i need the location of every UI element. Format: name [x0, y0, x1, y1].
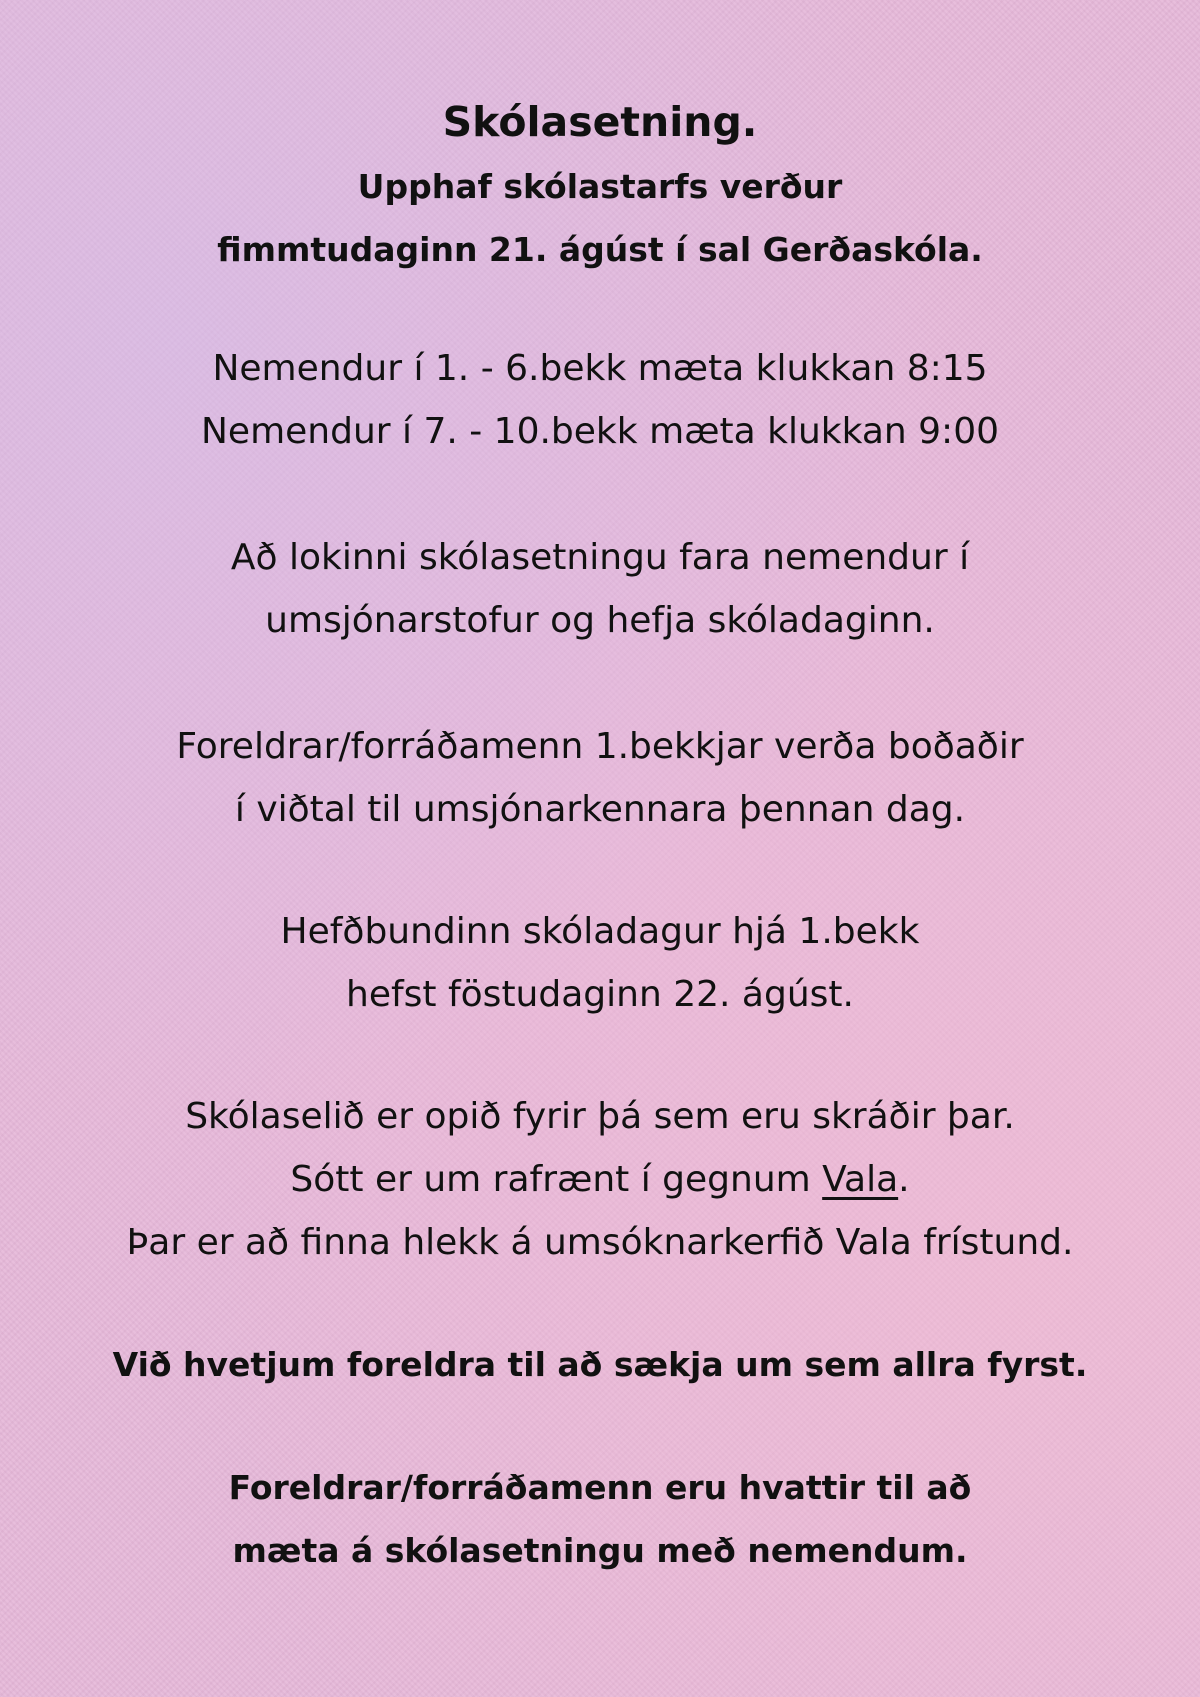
afterschool-line-2-suffix: . — [898, 1159, 910, 1200]
intro-line-1: Upphaf skólastarfs verður — [357, 167, 843, 206]
parents-line-1: Foreldrar/forráðamenn 1.bekkjar verða boðaðir — [176, 726, 1024, 767]
arrival-line-1: Nemendur í 1. - 6.bekk mæta klukkan 8:15 — [212, 348, 988, 389]
arrival-line-2: Nemendur í 7. - 10.bekk mæta klukkan 9:00 — [200, 411, 999, 452]
closing-line-2: mæta á skólasetningu með nemendum. — [232, 1531, 968, 1570]
parents-line-2: í viðtal til umsjónarkennara þennan dag. — [234, 789, 966, 830]
afterschool-line-3: Þar er að finna hlekk á umsóknarkerfið Vala frístund. — [126, 1222, 1074, 1263]
page-title: Skólasetning. — [442, 98, 758, 146]
firstday-line-1: Hefðbundinn skóladagur hjá 1.bekk — [280, 911, 920, 952]
afterschool-line-1: Skólaselið er opið fyrir þá sem eru skráðir þar. — [185, 1096, 1015, 1137]
afterschool-line-2-prefix: Sótt er um rafrænt í gegnum — [290, 1159, 823, 1200]
after-line-2: umsjónarstofur og hefja skóladaginn. — [265, 600, 935, 641]
intro-line-2: fimmtudaginn 21. ágúst í sal Gerðaskóla. — [217, 230, 983, 269]
vala-link[interactable]: Vala — [822, 1159, 899, 1200]
firstday-line-2: hefst föstudaginn 22. ágúst. — [346, 974, 854, 1015]
encourage-line: Við hvetjum foreldra til að sækja um sem allra fyrst. — [112, 1345, 1088, 1384]
afterschool-line-2 — [0, 1159, 1200, 1200]
after-line-1: Að lokinni skólasetningu fara nemendur í — [230, 537, 970, 578]
closing-line-1: Foreldrar/forráðamenn eru hvattir til að — [228, 1468, 972, 1507]
